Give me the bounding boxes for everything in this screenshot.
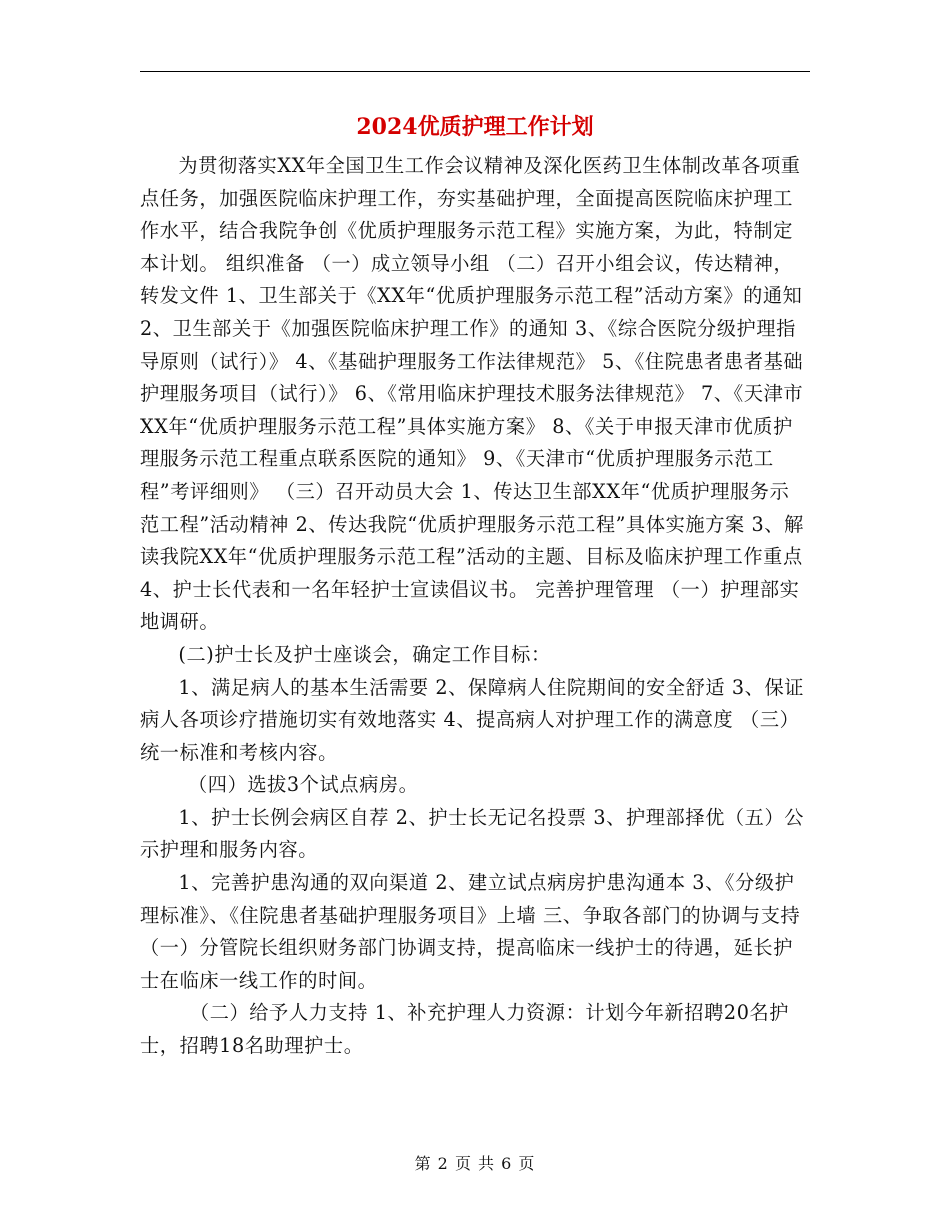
body-paragraph: 1、完善护患沟通的双向渠道 2、建立试点病房护患沟通本 3、《分级护理标准》、《住院患者基础护理服务项目》上墙 三、争取各部门的协调与支持 （一）分管院长组织财务部门协调支持，提高临床一线护士的待遇，延长护士在临床一线工作的时间。 <box>140 871 801 992</box>
page-number: 第 2 页 共 6 页 <box>414 1154 536 1173</box>
body-paragraph: (二)护士长及护士座谈会，确定工作目标： <box>178 642 551 666</box>
body-paragraph: 1、护士长例会病区自荐 2、护士长无记名投票 3、护理部择优（五）公示护理和服务内容。 <box>140 805 805 862</box>
body-paragraph: 为贯彻落实XX年全国卫生工作会议精神及深化医药卫生体制改革各项重点任务，加强医院临床护理工作，夯实基础护理，全面提高医院临床护理工作水平，结合我院争创《优质护理服务示范工程》实施方案，为此，特制定本计划。 组织准备 （一）成立领导小组 （二）召开小组会议，传达精神，转发文件 1、卫生部关于《XX年“优质护理服务示范工程”活动方案》的通知 2、卫生部关于《加强医院临床护理工作》的通知 3、《综合医院分级护理指导原则（试行）》 4、《基础护理服务工作法律规范》 5、《住院患者患者基础护理服务项目（试行）》 6、《常用临床护理技术服务法律规范》 7、《天津市XX年“优质护理服务示范工程”具体实施方案》 8、《关于申报天津市优质护理服务示范工程重点联系医院的通知》 9、《天津市“优质护理服务示范工程”考评细则》 （三）召开动员大会 1、传达卫生部XX年“优质护理服务示范工程”活动精神 2、传达我院“优质护理服务示范工程”具体实施方案 3、解读我院XX年“优质护理服务示范工程”活动的主题、目标及临床护理工作重点 4、护士长代表和一名年轻护士宣读倡议书。 完善护理管理 （一）护理部实地调研。 <box>140 154 804 634</box>
body-paragraph: （二）给予人力支持 1、补充护理人力资源：计划今年新招聘20名护士，招聘18名助理护士。 <box>140 1001 790 1058</box>
header-rule <box>140 71 810 72</box>
body-paragraph: （四）选拔3个试点病房。 <box>188 773 419 797</box>
document-title: 2024优质护理工作计划 <box>356 114 594 140</box>
document-body <box>140 150 805 1063</box>
body-paragraph: 1、满足病人的基本生活需要 2、保障病人住院期间的安全舒适 3、保证病人各项诊疗措施切实有效地落实 4、提高病人对护理工作的满意度 （三）统一标准和考核内容。 <box>140 675 805 764</box>
